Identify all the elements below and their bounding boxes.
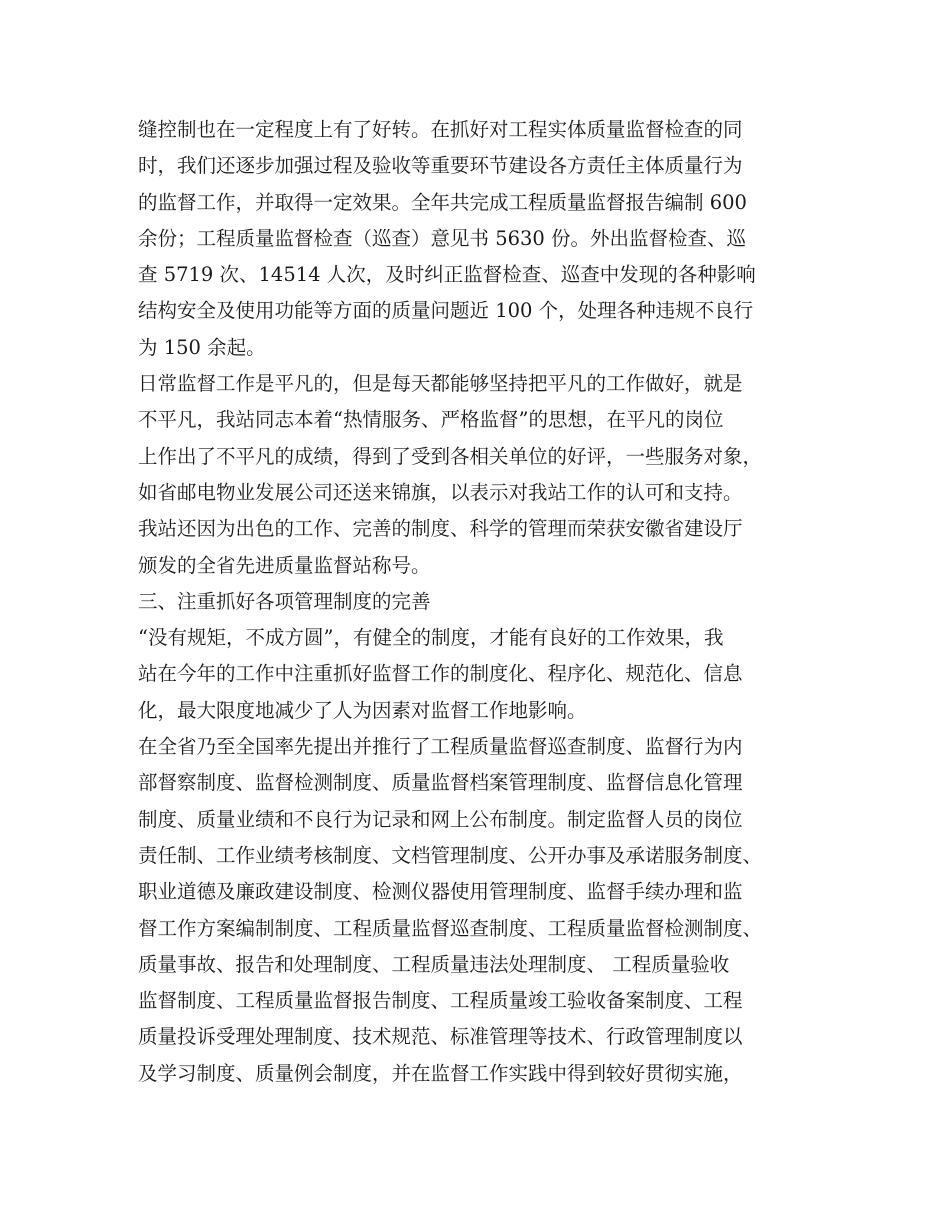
section-heading: 三、注重抓好各项管理制度的完善 xyxy=(138,589,431,613)
text-line: 的监督工作，并取得一定效果。全年共完成工程质量监督报告编制 600 xyxy=(138,190,747,214)
text-line: 为 150 余起。 xyxy=(138,335,266,359)
text-line: 责任制、工作业绩考核制度、文档管理制度、公开办事及承诺服务制度、 xyxy=(138,843,763,867)
text-line: 上作出了不平凡的成绩，得到了受到各相关单位的好评，一些服务对象， xyxy=(138,444,763,468)
text-line: 制度、质量业绩和不良行为记录和网上公布制度。制定监督人员的岗位 xyxy=(138,807,743,831)
document-body xyxy=(138,112,818,1092)
text-line: 在全省乃至全国率先提出并推行了工程质量监督巡查制度、监督行为内 xyxy=(138,735,743,759)
text-line: 如省邮电物业发展公司还送来锦旗，以表示对我站工作的认可和支持。 xyxy=(138,480,743,504)
text-line: 结构安全及使用功能等方面的质量问题近 100 个，处理各种违规不良行 xyxy=(138,299,754,323)
text-line: 不平凡，我站同志本着“热情服务、严格监督”的思想，在平凡的岗位 xyxy=(138,408,724,432)
text-line: 我站还因为出色的工作、完善的制度、科学的管理而荣获安徽省建设厅 xyxy=(138,517,743,541)
text-line: 余份；工程质量监督检查（巡查）意见书 5630 份。外出监督检查、巡 xyxy=(138,226,747,250)
text-line: “没有规矩，不成方圆”，有健全的制度，才能有良好的工作效果，我 xyxy=(138,626,724,650)
text-line: 质量投诉受理处理制度、技术规范、标准管理等技术、行政管理制度以 xyxy=(138,1025,743,1049)
text-line: 部督察制度、监督检测制度、质量监督档案管理制度、监督信息化管理 xyxy=(138,771,743,795)
text-line: 日常监督工作是平凡的，但是每天都能够坚持把平凡的工作做好，就是 xyxy=(138,372,743,396)
text-line: 化，最大限度地减少了人为因素对监督工作地影响。 xyxy=(138,698,587,722)
text-line: 颁发的全省先进质量监督站称号。 xyxy=(138,553,431,577)
text-line: 督工作方案编制制度、工程质量监督巡查制度、工程质量监督检测制度、 xyxy=(138,916,763,940)
text-line: 职业道德及廉政建设制度、检测仪器使用管理制度、监督手续办理和监 xyxy=(138,880,743,904)
text-line: 查 5719 次、14514 人次，及时纠正监督检查、巡查中发现的各种影响 xyxy=(138,263,756,287)
text-line: 缝控制也在一定程度上有了好转。在抓好对工程实体质量监督检查的同 xyxy=(138,118,743,141)
text-line: 及学习制度、质量例会制度，并在监督工作实践中得到较好贯彻实施， xyxy=(138,1061,743,1085)
text-line: 监督制度、工程质量监督报告制度、工程质量竣工验收备案制度、工程 xyxy=(138,989,743,1013)
text-line: 时，我们还逐步加强过程及验收等重要环节建设各方责任主体质量行为 xyxy=(138,154,743,178)
text-line: 站在今年的工作中注重抓好监督工作的制度化、程序化、规范化、信息 xyxy=(138,662,743,686)
text-line: 质量事故、报告和处理制度、工程质量违法处理制度、 工程质量验收 xyxy=(138,952,730,976)
